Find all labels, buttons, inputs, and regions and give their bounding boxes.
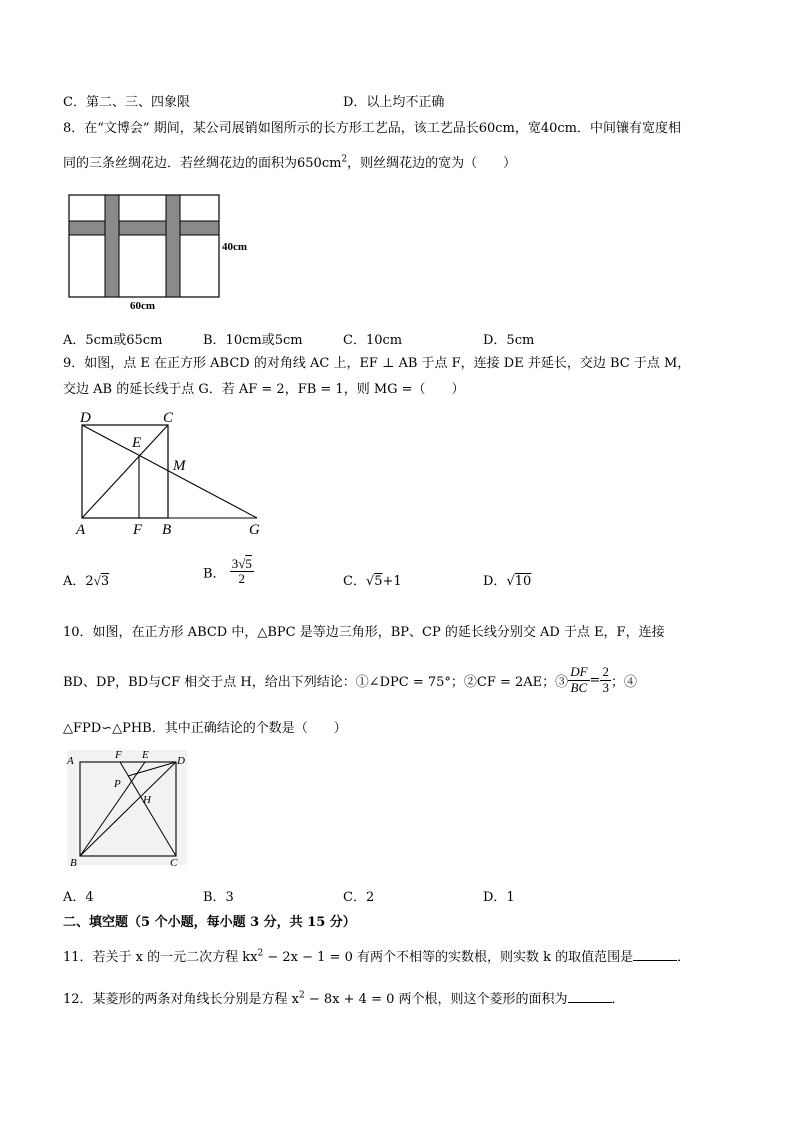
q10-label-d: D <box>177 755 185 767</box>
q10-stem-line1: 10．如图，在正方形 ABCD 中，△BPC 是等边三角形，BP、CP 的延长线分别交 AD 于点 E，F，连接 <box>63 625 665 640</box>
q10-option-d: D．1 <box>483 890 515 905</box>
q9-diagonal-ac <box>82 425 168 518</box>
q10-label-p: P <box>114 778 121 790</box>
q9-figure <box>70 405 270 540</box>
q8-rectangle <box>69 195 219 297</box>
q10-label-a: A <box>67 755 74 767</box>
q8-option-c: C．10cm <box>343 333 403 348</box>
q9-label-b: B <box>162 522 172 538</box>
q8-vertical-strip-1 <box>105 195 119 297</box>
q8-option-b: B．10cm或5cm <box>203 333 303 348</box>
q10-option-b: B．3 <box>203 890 234 905</box>
q10-label-f: F <box>115 749 122 761</box>
q10-label-b: B <box>70 857 77 869</box>
q10-label-c: C <box>170 857 178 869</box>
q8-vertical-strip-2 <box>166 195 180 297</box>
q8-height-label: 40cm <box>222 241 248 253</box>
q12-stem: 12．某菱形的两条对角线长分别是方程 $x^2 - 8x + 4 = 0$ 两个根，则这个菱形的面积为 ． <box>63 990 625 1007</box>
q11-answer-blank[interactable] <box>633 948 677 961</box>
q9-label-d: D <box>80 410 91 426</box>
q9-label-g: G <box>249 522 260 538</box>
q10-option-c: C．2 <box>343 890 375 905</box>
q8-width-label: 60cm <box>130 300 156 312</box>
q7-option-d: D．以上均不正确 <box>343 95 445 110</box>
q8-stem-line2: 同的三条丝绸花边．若丝绸花边的面积为$650cm^2$，则丝绸花边的宽为（ ） <box>63 154 517 171</box>
q8-figure <box>60 188 260 316</box>
q8-option-a: A．5cm或65cm <box>63 333 163 348</box>
q9-label-e: E <box>132 435 142 451</box>
q8-horizontal-strip <box>69 221 219 235</box>
q10-figure <box>62 745 192 870</box>
q9-line-dg <box>82 425 257 518</box>
q9-label-a: A <box>76 522 86 538</box>
q12-answer-blank[interactable] <box>568 990 612 1003</box>
q7-option-c: C．第二、三、四象限 <box>63 95 190 110</box>
q11-stem: 11．若关于 x 的一元二次方程 $kx^2 - 2x - 1 = 0$ 有两个不相等的实数根，则实数 k 的取值范围是 ． <box>63 948 691 965</box>
q9-option-c: C．√5+1 <box>343 574 402 589</box>
q10-label-e: E <box>142 749 149 761</box>
q8-option-d: D．5cm <box>483 333 535 348</box>
q9-label-m: M <box>173 458 186 474</box>
q9-option-b: B． $\frac{3√5}{2}$ <box>203 556 252 587</box>
q9-option-d: D．√10 <box>483 574 532 589</box>
q9-label-f: F <box>133 522 143 538</box>
q9-option-a: A．2√3 <box>63 573 110 589</box>
q8-stem-line1: 8．在“文博会” 期间，某公司展销如图所示的长方形工艺品，该工艺品长60cm，宽40cm．中间镶有宽度相 <box>63 121 681 136</box>
section-2-heading: 二、填空题（5 个小题，每小题 3 分，共 15 分） <box>63 915 356 930</box>
q9-stem-line1: 9．如图，点 E 在正方形 ABCD 的对角线 AC 上，EF ⊥ AB 于点 F，连接 DE 并延长，交边 BC 于点 M， <box>63 356 691 371</box>
q10-option-a: A．4 <box>63 890 94 905</box>
q10-stem-line3: △FPD∽△PHB．其中正确结论的个数是（ ） <box>63 721 347 736</box>
q10-label-h: H <box>143 794 151 806</box>
q9-label-c: C <box>163 410 174 426</box>
q10-stem-line2: BD、DP，BD与CF 相交于点 H，给出下列结论：①∠DPC = 75°；②CF = 2AE；③ $\frac{DF}{BC}$ = $\frac{2}{3}$ ；④ <box>63 664 637 695</box>
q9-stem-line2: 交边 AB 的延长线于点 G．若 AF = 2，FB = 1，则 MG =（ ） <box>63 382 465 397</box>
